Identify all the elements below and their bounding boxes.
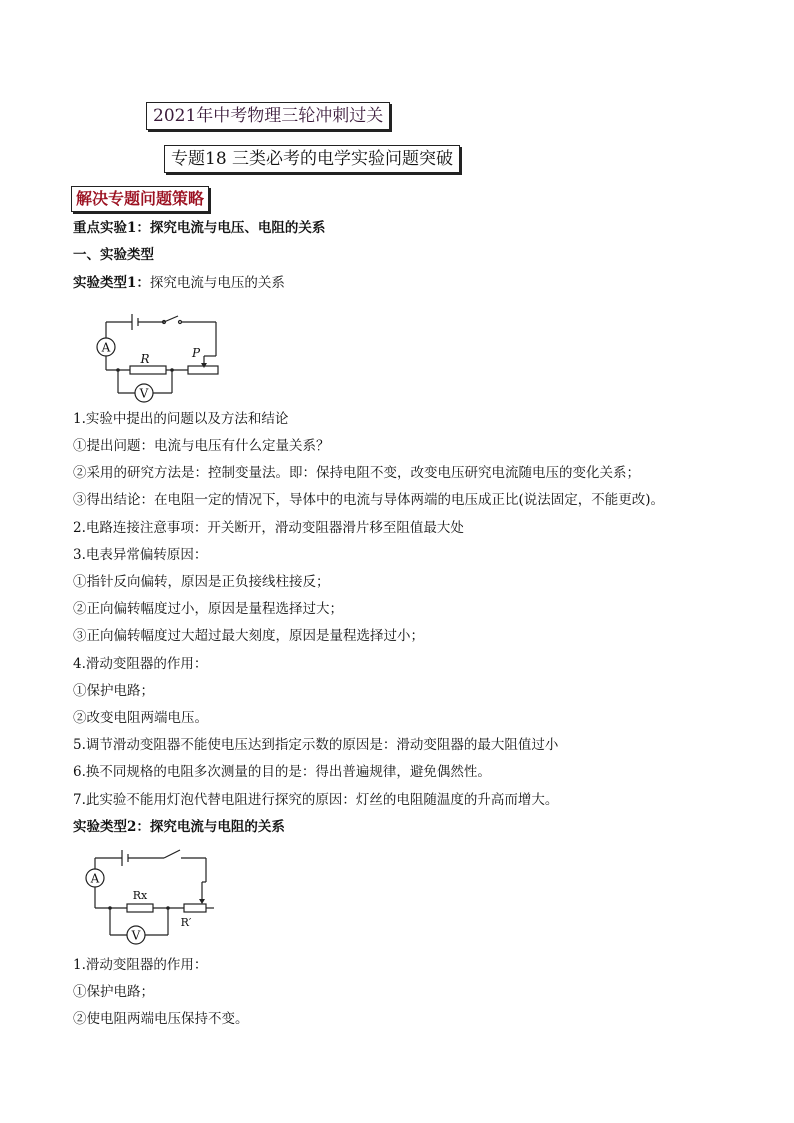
type1-line-14: 6.换不同规格的电阻多次测量的目的是：得出普遍规律，避免偶然性。	[73, 764, 491, 780]
ammeter-label: A	[90, 871, 100, 886]
type2-line-2: ①保护电路；	[73, 984, 154, 1000]
type1-line-11: ①保护电路；	[73, 683, 154, 699]
circuit-diagram-2	[80, 848, 220, 948]
switch-blade	[164, 850, 180, 858]
experiment-type2-label: 实验类型2：	[73, 819, 150, 835]
type1-line-1: 1.实验中提出的问题以及方法和结论	[73, 411, 289, 427]
resistor-Rx	[127, 904, 153, 912]
type1-line-3: ②采用的研究方法是：控制变量法。即：保持电阻不变，改变电压研究电流随电压的变化关系；	[73, 465, 640, 481]
experiment1-heading: 重点实验1：探究电流与电压、电阻的关系	[73, 220, 326, 236]
experiment-type2-title: 探究电流与电阻的关系	[149, 819, 285, 835]
type1-line-10: 4.滑动变阻器的作用：	[73, 656, 208, 672]
type1-line-4: ③得出结论：在电阻一定的情况下，导体中的电流与导体两端的电压成正比(说法固定，不能更改)。	[73, 492, 665, 508]
experiment-type1-label: 实验类型1：	[73, 275, 150, 291]
experiment-types-heading: 一、实验类型	[73, 247, 154, 263]
type2-line-3: ②使电阻两端电压保持不变。	[73, 1011, 249, 1027]
circuit-diagram-1	[92, 312, 232, 408]
voltmeter-label: V	[139, 386, 149, 401]
type1-line-6: 3.电表异常偏转原因：	[73, 547, 208, 563]
rheostat	[184, 904, 206, 912]
experiment-type1-title: 探究电流与电压的关系	[149, 275, 285, 291]
type1-line-8: ②正向偏转幅度过小，原因是量程选择过大；	[73, 601, 343, 617]
experiment-type2-heading	[73, 818, 285, 836]
type2-line-1: 1.滑动变阻器的作用：	[73, 957, 208, 973]
rheostat-label: R′	[180, 916, 192, 929]
resistor-label: Rx	[132, 889, 148, 902]
experiment-type1-heading	[73, 274, 285, 292]
ammeter-label: A	[101, 340, 111, 355]
strategy-heading: 解决专题问题策略	[71, 186, 209, 212]
type1-line-9: ③正向偏转幅度过大超过最大刻度，原因是量程选择过小；	[73, 628, 424, 644]
resistor-label: R	[140, 352, 150, 366]
document-title: 2021年中考物理三轮冲刺过关	[146, 102, 390, 130]
type1-line-2: ①提出问题：电流与电压有什么定量关系？	[73, 438, 330, 454]
type1-line-7: ①指针反向偏转，原因是正负接线柱接反；	[73, 574, 330, 590]
type1-line-13: 5.调节滑动变阻器不能使电压达到指定示数的原因是：滑动变阻器的最大阻值过小	[73, 737, 559, 753]
switch-blade	[164, 316, 178, 322]
type1-line-15: 7.此实验不能用灯泡代替电阻进行探究的原因：灯丝的电阻随温度的升高而增大。	[73, 792, 559, 808]
type1-line-12: ②改变电阻两端电压。	[73, 710, 208, 726]
type1-line-5: 2.电路连接注意事项：开关断开，滑动变阻器滑片移至阻值最大处	[73, 520, 464, 536]
rheostat	[188, 366, 218, 374]
voltmeter-label: V	[131, 928, 141, 943]
slider-label: P	[191, 346, 201, 360]
document-subtitle: 专题18 三类必考的电学实验问题突破	[164, 145, 460, 173]
resistor-R	[130, 366, 166, 374]
